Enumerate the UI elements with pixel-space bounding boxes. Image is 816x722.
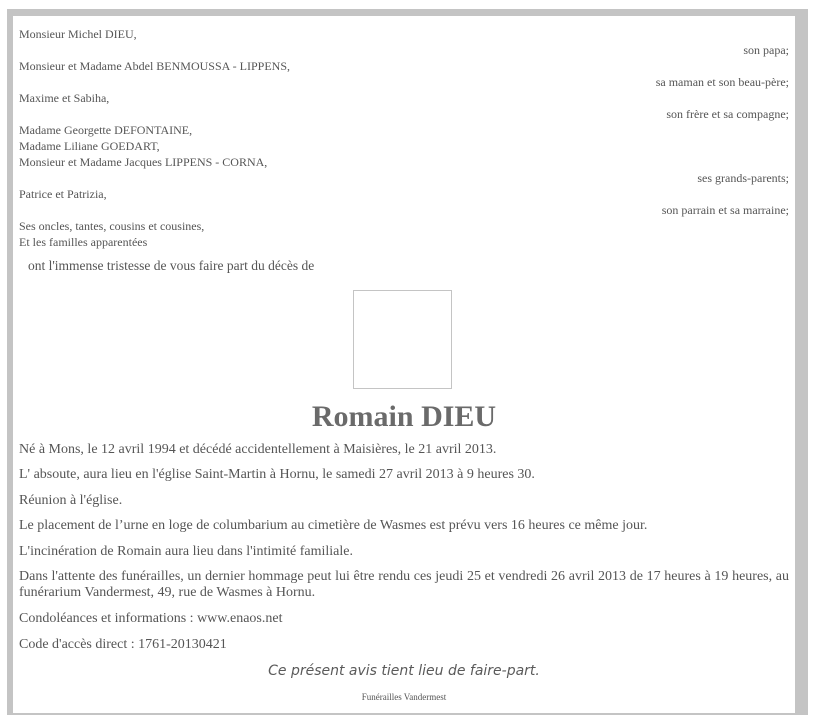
cremation-info: L'incinération de Romain aura lieu dans l'intimité familiale. bbox=[19, 544, 353, 559]
condolences-info: Condoléances et informations : www.enaos.net bbox=[19, 611, 283, 626]
family-relation: son frère et sa compagne; bbox=[666, 107, 789, 121]
family-line: Madame Liliane GOEDART, bbox=[19, 139, 160, 153]
family-line: Monsieur et Madame Jacques LIPPENS - CORNA, bbox=[19, 155, 268, 169]
tribute-info: Dans l'attente des funérailles, un dernier hommage peut lui être rendu ces jeudi 25 et vendredi 26 avril 2013 de 17 heures à 19 heures, au funérarium Vandermest, 49, rue de Wasmes à Hornu. bbox=[19, 569, 789, 600]
family-relation: sa maman et son beau-père; bbox=[655, 75, 789, 89]
family-line: Et les familles apparentées bbox=[19, 235, 148, 249]
birth-death-info: Né à Mons, le 12 avril 1994 et décédé accidentellement à Maisières, le 21 avril 2013. bbox=[19, 442, 497, 457]
details-section bbox=[19, 442, 789, 653]
family-relation: son parrain et sa marraine; bbox=[661, 203, 789, 217]
family-line: Ses oncles, tantes, cousins et cousines, bbox=[19, 219, 205, 233]
funeral-home-footer: Funérailles Vandermest bbox=[361, 692, 447, 702]
family-line: Maxime et Sabiha, bbox=[19, 91, 110, 105]
access-code-info: Code d'accès direct : 1761-20130421 bbox=[19, 637, 227, 652]
faire-part-notice: Ce présent avis tient lieu de faire-part. bbox=[268, 663, 540, 679]
portrait-photo bbox=[353, 290, 452, 389]
family-relation: son papa; bbox=[743, 43, 789, 57]
urn-placement-info: Le placement de l’urne en loge de columbarium au cimetière de Wasmes est prévu vers 16 heures ce même jour. bbox=[19, 518, 648, 533]
family-line: Madame Georgette DEFONTAINE, bbox=[19, 123, 193, 137]
family-line: Monsieur Michel DIEU, bbox=[19, 27, 137, 41]
family-list bbox=[19, 26, 789, 250]
family-relation: ses grands-parents; bbox=[697, 171, 789, 185]
family-line: Monsieur et Madame Abdel BENMOUSSA - LIPPENS, bbox=[19, 59, 290, 73]
family-line: Patrice et Patrizia, bbox=[19, 187, 107, 201]
ceremony-info: L' absoute, aura lieu en l'église Saint-Martin à Hornu, le samedi 27 avril 2013 à 9 heures 30. bbox=[19, 467, 535, 482]
death-notice bbox=[13, 16, 795, 713]
announcement-intro: ont l'immense tristesse de vous faire part du décès de bbox=[28, 258, 315, 273]
meeting-info: Réunion à l'église. bbox=[19, 493, 123, 508]
deceased-name: Romain DIEU bbox=[311, 400, 497, 433]
